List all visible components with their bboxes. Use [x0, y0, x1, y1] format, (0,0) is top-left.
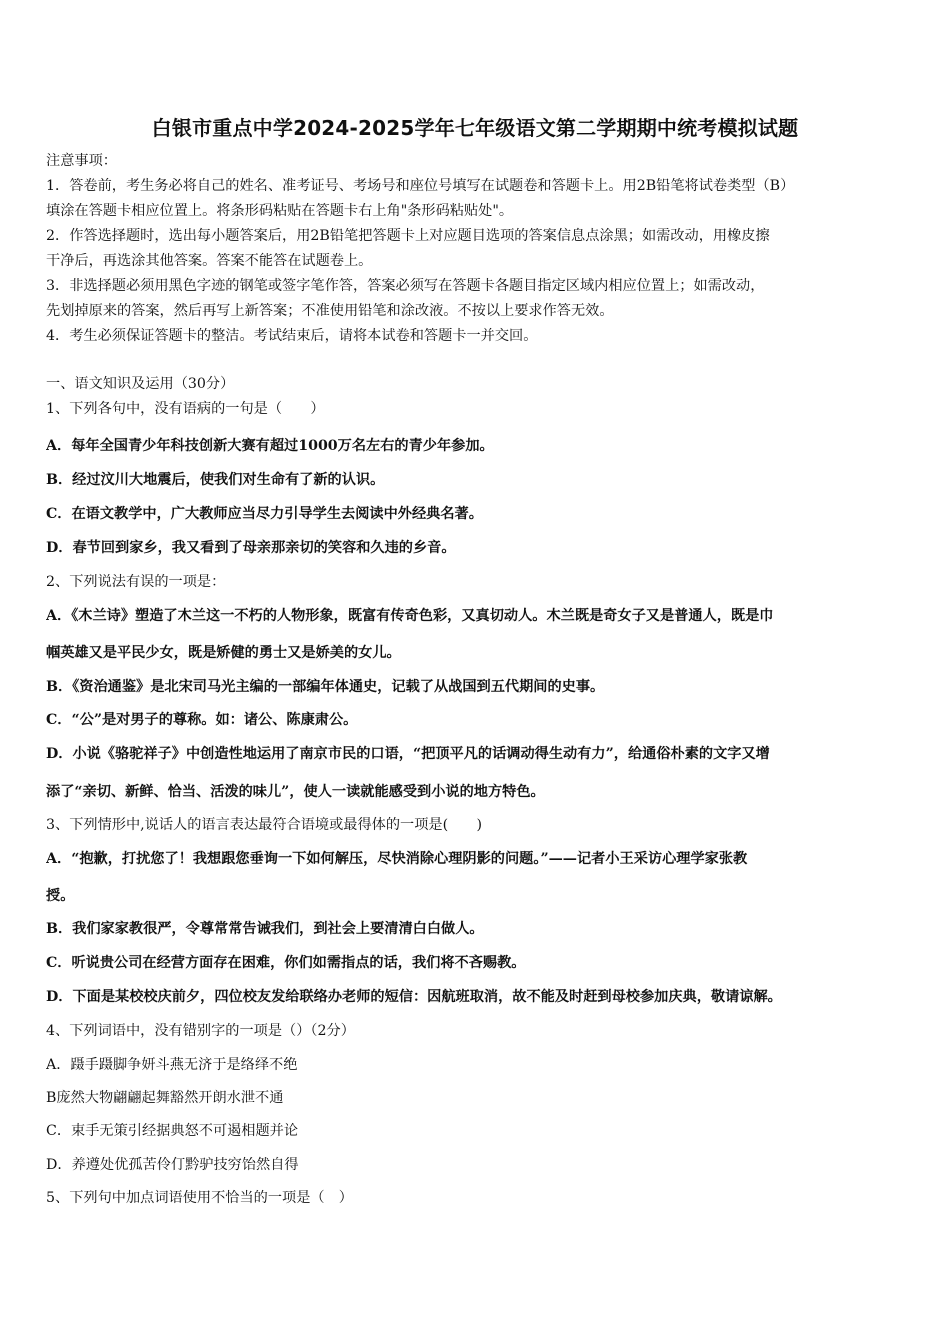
option-b: B．经过汶川大地震后，使我们对生命有了新的认识。	[46, 472, 385, 488]
option-d: D．春节回到家乡，我又看到了母亲那亲切的笑容和久违的乡音。	[46, 540, 456, 556]
notice-line: 2．作答选择题时，选出每小题答案后，用2B铅笔把答题卡上对应题目选项的答案信息点涂黑；如需改动，用橡皮擦	[46, 228, 770, 244]
notice-line: 先划掉原来的答案，然后再写上新答案；不准使用铅笔和涂改液。不按以上要求作答无效。	[46, 303, 614, 319]
option-c: C．听说贵公司在经营方面存在困难，你们如需指点的话，我们将不吝赐教。	[46, 955, 526, 971]
option-a: A．“抱歉，打扰您了！我想跟您垂询一下如何解压，尽快消除心理阴影的问题。”——记者小王采访心理学家张教	[46, 851, 748, 867]
notice-heading: 注意事项：	[46, 153, 117, 169]
option-b: B．我们家家教很严，令尊常常告诫我们，到社会上要清清白白做人。	[46, 921, 484, 937]
option-b: B．《资治通鉴》是北宋司马光主编的一部编年体通史，记载了从战国到五代期间的史事。	[46, 679, 605, 695]
question-stem: 1、下列各句中，没有语病的一句是（ ）	[46, 401, 325, 417]
notice-line: 4．考生必须保证答题卡的整洁。考试结束后，请将本试卷和答题卡一并交回。	[46, 328, 538, 344]
option-b: B庞然大物翩翩起舞豁然开朗水泄不通	[46, 1090, 284, 1106]
option-c: C．束手无策引经据典怒不可遏相题并论	[46, 1123, 299, 1139]
option-c: C．在语文教学中，广大教师应当尽力引导学生去阅读中外经典名著。	[46, 506, 483, 522]
option-c: C．“公”是对男子的尊称。如：诸公、陈康肃公。	[46, 712, 358, 728]
option-d-cont: 添了“亲切、新鲜、恰当、活泼的味儿”，使人一读就能感受到小说的地方特色。	[46, 784, 545, 800]
option-d: D．养遵处优孤苦伶仃黔驴技穷饴然自得	[46, 1157, 299, 1173]
notice-line: 填涂在答题卡相应位置上。将条形码粘贴在答题卡右上角"条形码粘贴处"。	[46, 203, 514, 219]
question-stem: 2、下列说法有误的一项是：	[46, 574, 226, 590]
notice-line: 干净后，再选涂其他答案。答案不能答在试题卷上。	[46, 253, 373, 269]
question-stem: 3、下列情形中,说话人的语言表达最符合语境或最得体的一项是( )	[46, 817, 483, 833]
option-a-cont: 帼英雄又是平民少女，既是矫健的勇士又是娇美的女儿。	[46, 645, 401, 661]
question-stem: 5、下列句中加点词语使用不恰当的一项是（ ）	[46, 1190, 353, 1206]
option-a: A．《木兰诗》塑造了木兰这一不朽的人物形象，既富有传奇色彩，又真切动人。木兰既是奇女子又是普通人，既是巾	[46, 608, 774, 624]
option-d: D．下面是某校校庆前夕，四位校友发给联络办老师的短信：因航班取消，故不能及时赶到母校参加庆典，敬请谅解。	[46, 989, 782, 1005]
option-a-cont: 授。	[46, 888, 75, 904]
question-stem: 4、下列词语中，没有错别字的一项是（）（2分）	[46, 1023, 355, 1039]
option-a: A．每年全国青少年科技创新大赛有超过1000万名左右的青少年参加。	[46, 438, 494, 454]
notice-line: 1．答卷前，考生务必将自己的姓名、准考证号、考场号和座位号填写在试题卷和答题卡上。用2B铅笔将试卷类型（B）	[46, 178, 795, 194]
page-title: 白银市重点中学2024-2025学年七年级语文第二学期期中统考模拟试题	[151, 116, 799, 140]
section-heading: 一、语文知识及运用（30分）	[46, 376, 235, 392]
option-a: A．蹑手蹑脚争妍斗燕无济于是络绎不绝	[46, 1057, 298, 1073]
notice-line: 3．非选择题必须用黑色字迹的钢笔或签字笔作答，答案必须写在答题卡各题目指定区域内相应位置上；如需改动，	[46, 278, 765, 294]
option-d: D．小说《骆驼祥子》中创造性地运用了南京市民的口语，“把顶平凡的话调动得生动有力”，给通俗朴素的文字又增	[46, 746, 770, 762]
